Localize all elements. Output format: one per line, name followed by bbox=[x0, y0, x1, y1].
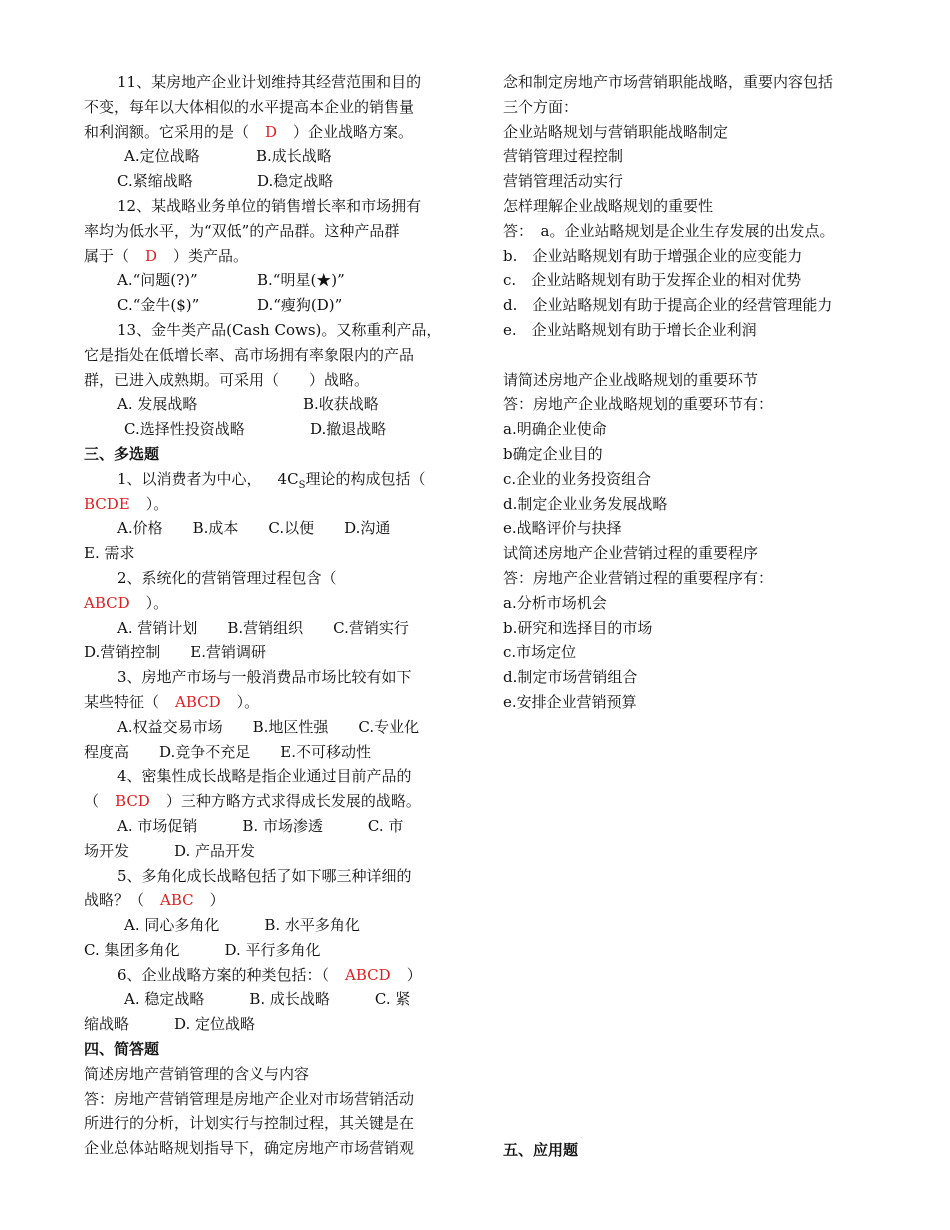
s3-item-b: b确定企业目的 bbox=[503, 444, 603, 463]
m5-text-end: ） bbox=[209, 891, 225, 910]
m3-text: 某些特征（ bbox=[84, 692, 160, 711]
m3-line-1: 3、房地产市场与一般消费品市场比较有如下 bbox=[117, 668, 412, 687]
q12-option-b: B.“明星(★)” bbox=[257, 271, 345, 290]
m6-options: A. 稳定战略 B. 成长战略 C. 紧 bbox=[124, 990, 411, 1009]
m5-line-2 bbox=[84, 888, 444, 913]
s1-item-3: 营销管理活动实行 bbox=[503, 172, 624, 191]
m4-text-end: ）三种方略方式求得成长发展的战略。 bbox=[165, 792, 421, 811]
q11-text-end: ）企业战略方案。 bbox=[293, 122, 414, 141]
q12-options-cd bbox=[84, 293, 444, 318]
s4-item-a: a.分析市场机会 bbox=[503, 593, 607, 612]
m1-answer: BCDE bbox=[84, 494, 130, 513]
m4-text: （ bbox=[84, 792, 100, 811]
left-column bbox=[84, 70, 444, 1161]
m3-text-end: ）。 bbox=[236, 692, 260, 711]
m5-line-1: 5、多角化成长战略包括了如下哪三种详细的 bbox=[117, 866, 412, 885]
q11-line-1: 11、某房地产企业计划维持其经营范围和目的 bbox=[117, 73, 422, 91]
m2-line-1: 2、系统化的营销管理过程包含（ bbox=[117, 568, 337, 587]
m1-line-1 bbox=[84, 467, 444, 492]
m5-options: A. 同心多角化 B. 水平多角化 bbox=[124, 916, 360, 935]
q11-answer: D bbox=[265, 122, 278, 141]
q13-option-c: C.选择性投资战略 bbox=[124, 420, 245, 439]
s4-intro: 答：房地产企业营销过程的重要程序有： bbox=[503, 568, 774, 587]
s1-cont-line-2: 三个方面： bbox=[503, 97, 579, 116]
s1-answer-line-1: 答：房地产营销管理是房地产企业对市场营销活动 bbox=[84, 1089, 415, 1108]
q11-line-3 bbox=[84, 120, 444, 145]
m4-options-2: 场开发 D. 产品开发 bbox=[84, 841, 256, 860]
s1-cont-line-1: 念和制定房地产市场营销职能战略，重要内容包括 bbox=[503, 73, 834, 91]
m2-line-2 bbox=[84, 591, 444, 616]
m3-options: A.权益交易市场 B.地区性强 C.专业化 bbox=[117, 717, 420, 736]
q13-line-1: 13、金牛类产品(Cash Cows)。又称重利产品， bbox=[117, 320, 442, 339]
s1-title: 简述房地产营销管理的含义与内容 bbox=[84, 1064, 310, 1083]
m2-text-end: ）。 bbox=[145, 593, 169, 612]
s4-item-c: c.市场定位 bbox=[503, 643, 577, 662]
q12-text-end: ）类产品。 bbox=[173, 246, 249, 265]
m6-text: 6、企业战略方案的种类包括：（ bbox=[117, 965, 330, 984]
q13-option-d: D.撤退战略 bbox=[310, 420, 387, 439]
m4-line-1: 4、密集性成长战略是指企业通过目前产品的 bbox=[117, 767, 412, 786]
q12-options-ab bbox=[84, 268, 444, 293]
q12-line-2: 率均为低水平，为“双低”的产品群。这种产品群 bbox=[84, 221, 400, 240]
s2-item-d: d. 企业站略规划有助于提高企业的经营管理能力 bbox=[503, 296, 833, 315]
m6-answer: ABCD bbox=[345, 965, 391, 984]
q11-option-d: D.稳定战略 bbox=[257, 172, 334, 191]
s4-title: 试简述房地产企业营销过程的重要程序 bbox=[503, 544, 759, 563]
m2-answer: ABCD bbox=[84, 593, 130, 612]
q11-option-b: B.成长战略 bbox=[256, 147, 332, 166]
q12-option-d: D.“瘦狗(D)” bbox=[257, 296, 343, 315]
q12-text: 属于（ bbox=[84, 246, 130, 265]
m3-line-2 bbox=[84, 690, 444, 715]
m1-4c-sub: S bbox=[298, 479, 306, 491]
s2-item-a: 答： a。企业站略规划是企业生存发展的出发点。 bbox=[503, 221, 835, 240]
q13-options-cd bbox=[84, 417, 444, 442]
m5-answer: ABC bbox=[160, 891, 194, 910]
q11-options-ab bbox=[84, 144, 444, 169]
q12-line-1: 12、某战略业务单位的销售增长率和市场拥有 bbox=[117, 196, 422, 215]
q12-answer: D bbox=[145, 246, 158, 265]
m1-text: 1、以消费者为中心， bbox=[117, 469, 262, 488]
q11-text: 和利润额。它采用的是（ bbox=[84, 122, 250, 141]
s1-item-1: 企业站略规划与营销职能战略制定 bbox=[503, 122, 729, 141]
m5-options-2: C. 集团多角化 D. 平行多角化 bbox=[84, 940, 321, 959]
s2-item-e: e. 企业站略规划有助于增长企业利润 bbox=[503, 320, 757, 339]
s3-item-a: a.明确企业使命 bbox=[503, 420, 607, 439]
s2-item-b: b. 企业站略规划有助于增强企业的应变能力 bbox=[503, 246, 803, 265]
s4-item-d: d.制定市场营销组合 bbox=[503, 668, 638, 687]
blank-line bbox=[503, 343, 873, 368]
m3-options-2: 程度高 D.竞争不充足 E.不可移动性 bbox=[84, 742, 371, 761]
m1-text-end: ）。 bbox=[145, 494, 169, 513]
m1-text-2: 理论的构成包括（ bbox=[305, 469, 426, 488]
m4-options: A. 市场促销 B. 市场渗透 C. 市 bbox=[117, 816, 404, 835]
q11-option-c: C.紧缩战略 bbox=[117, 172, 193, 191]
q13-option-b: B.收获战略 bbox=[303, 395, 379, 414]
q13-option-a: A. 发展战略 bbox=[117, 395, 198, 414]
q11-line-2: 不变，每年以大体相似的水平提高本企业的销售量 bbox=[84, 97, 415, 116]
m4-answer: BCD bbox=[115, 792, 150, 811]
m1-line-2 bbox=[84, 492, 444, 517]
m5-text: 战略？（ bbox=[84, 891, 145, 910]
s1-answer-line-3: 企业总体站略规划指导下，确定房地产市场营销观 bbox=[84, 1139, 415, 1158]
s3-intro: 答：房地产企业战略规划的重要环节有： bbox=[503, 395, 774, 414]
q13-line-2: 它是指处在低增长率、高市场拥有率象限内的产品 bbox=[84, 345, 415, 364]
m3-answer: ABCD bbox=[175, 692, 221, 711]
s4-item-b: b.研究和选择目的市场 bbox=[503, 618, 653, 637]
m2-options: A. 营销计划 B.营销组织 C.营销实行 bbox=[117, 618, 409, 637]
m1-options: A.价格 B.成本 C.以便 D.沟通 bbox=[117, 519, 391, 538]
right-column bbox=[503, 70, 873, 715]
m1-option-e: E. 需求 bbox=[84, 544, 135, 563]
section-5-heading: 五、应用题 bbox=[503, 1141, 579, 1159]
m6-line-1 bbox=[84, 963, 444, 988]
m4-line-2 bbox=[84, 789, 444, 814]
q12-option-a: A.“问题(?)” bbox=[117, 271, 198, 290]
q13-options-ab bbox=[84, 392, 444, 417]
m6-text-end: ） bbox=[406, 965, 422, 984]
s3-title: 请简述房地产企业战略规划的重要环节 bbox=[503, 370, 759, 389]
q11-options-cd bbox=[84, 169, 444, 194]
q11-option-a: A.定位战略 bbox=[124, 147, 200, 166]
q12-option-c: C.“金牛($)” bbox=[117, 296, 200, 315]
q12-line-3 bbox=[84, 244, 444, 269]
section-3-heading: 三、多选题 bbox=[84, 444, 160, 463]
m1-4c: 4C bbox=[277, 469, 299, 488]
section-4-heading: 四、简答题 bbox=[84, 1040, 160, 1059]
s3-item-e: e.战略评价与抉择 bbox=[503, 519, 622, 538]
s1-item-2: 营销管理过程控制 bbox=[503, 147, 624, 166]
s3-item-c: c.企业的业务投资组合 bbox=[503, 469, 652, 488]
s2-item-c: c. 企业站略规划有助于发挥企业的相对优势 bbox=[503, 271, 802, 290]
s3-item-d: d.制定企业业务发展战略 bbox=[503, 494, 668, 513]
m2-options-2: D.营销控制 E.营销调研 bbox=[84, 643, 266, 662]
m6-options-2: 缩战略 D. 定位战略 bbox=[84, 1015, 256, 1034]
q13-line-3: 群，已进入成熟期。可采用（ ）战略。 bbox=[84, 370, 370, 389]
s1-answer-line-2: 所进行的分析，计划实行与控制过程，其关键是在 bbox=[84, 1114, 415, 1133]
s4-item-e: e.安排企业营销预算 bbox=[503, 692, 637, 711]
s2-title: 怎样理解企业战略规划的重要性 bbox=[503, 196, 714, 215]
